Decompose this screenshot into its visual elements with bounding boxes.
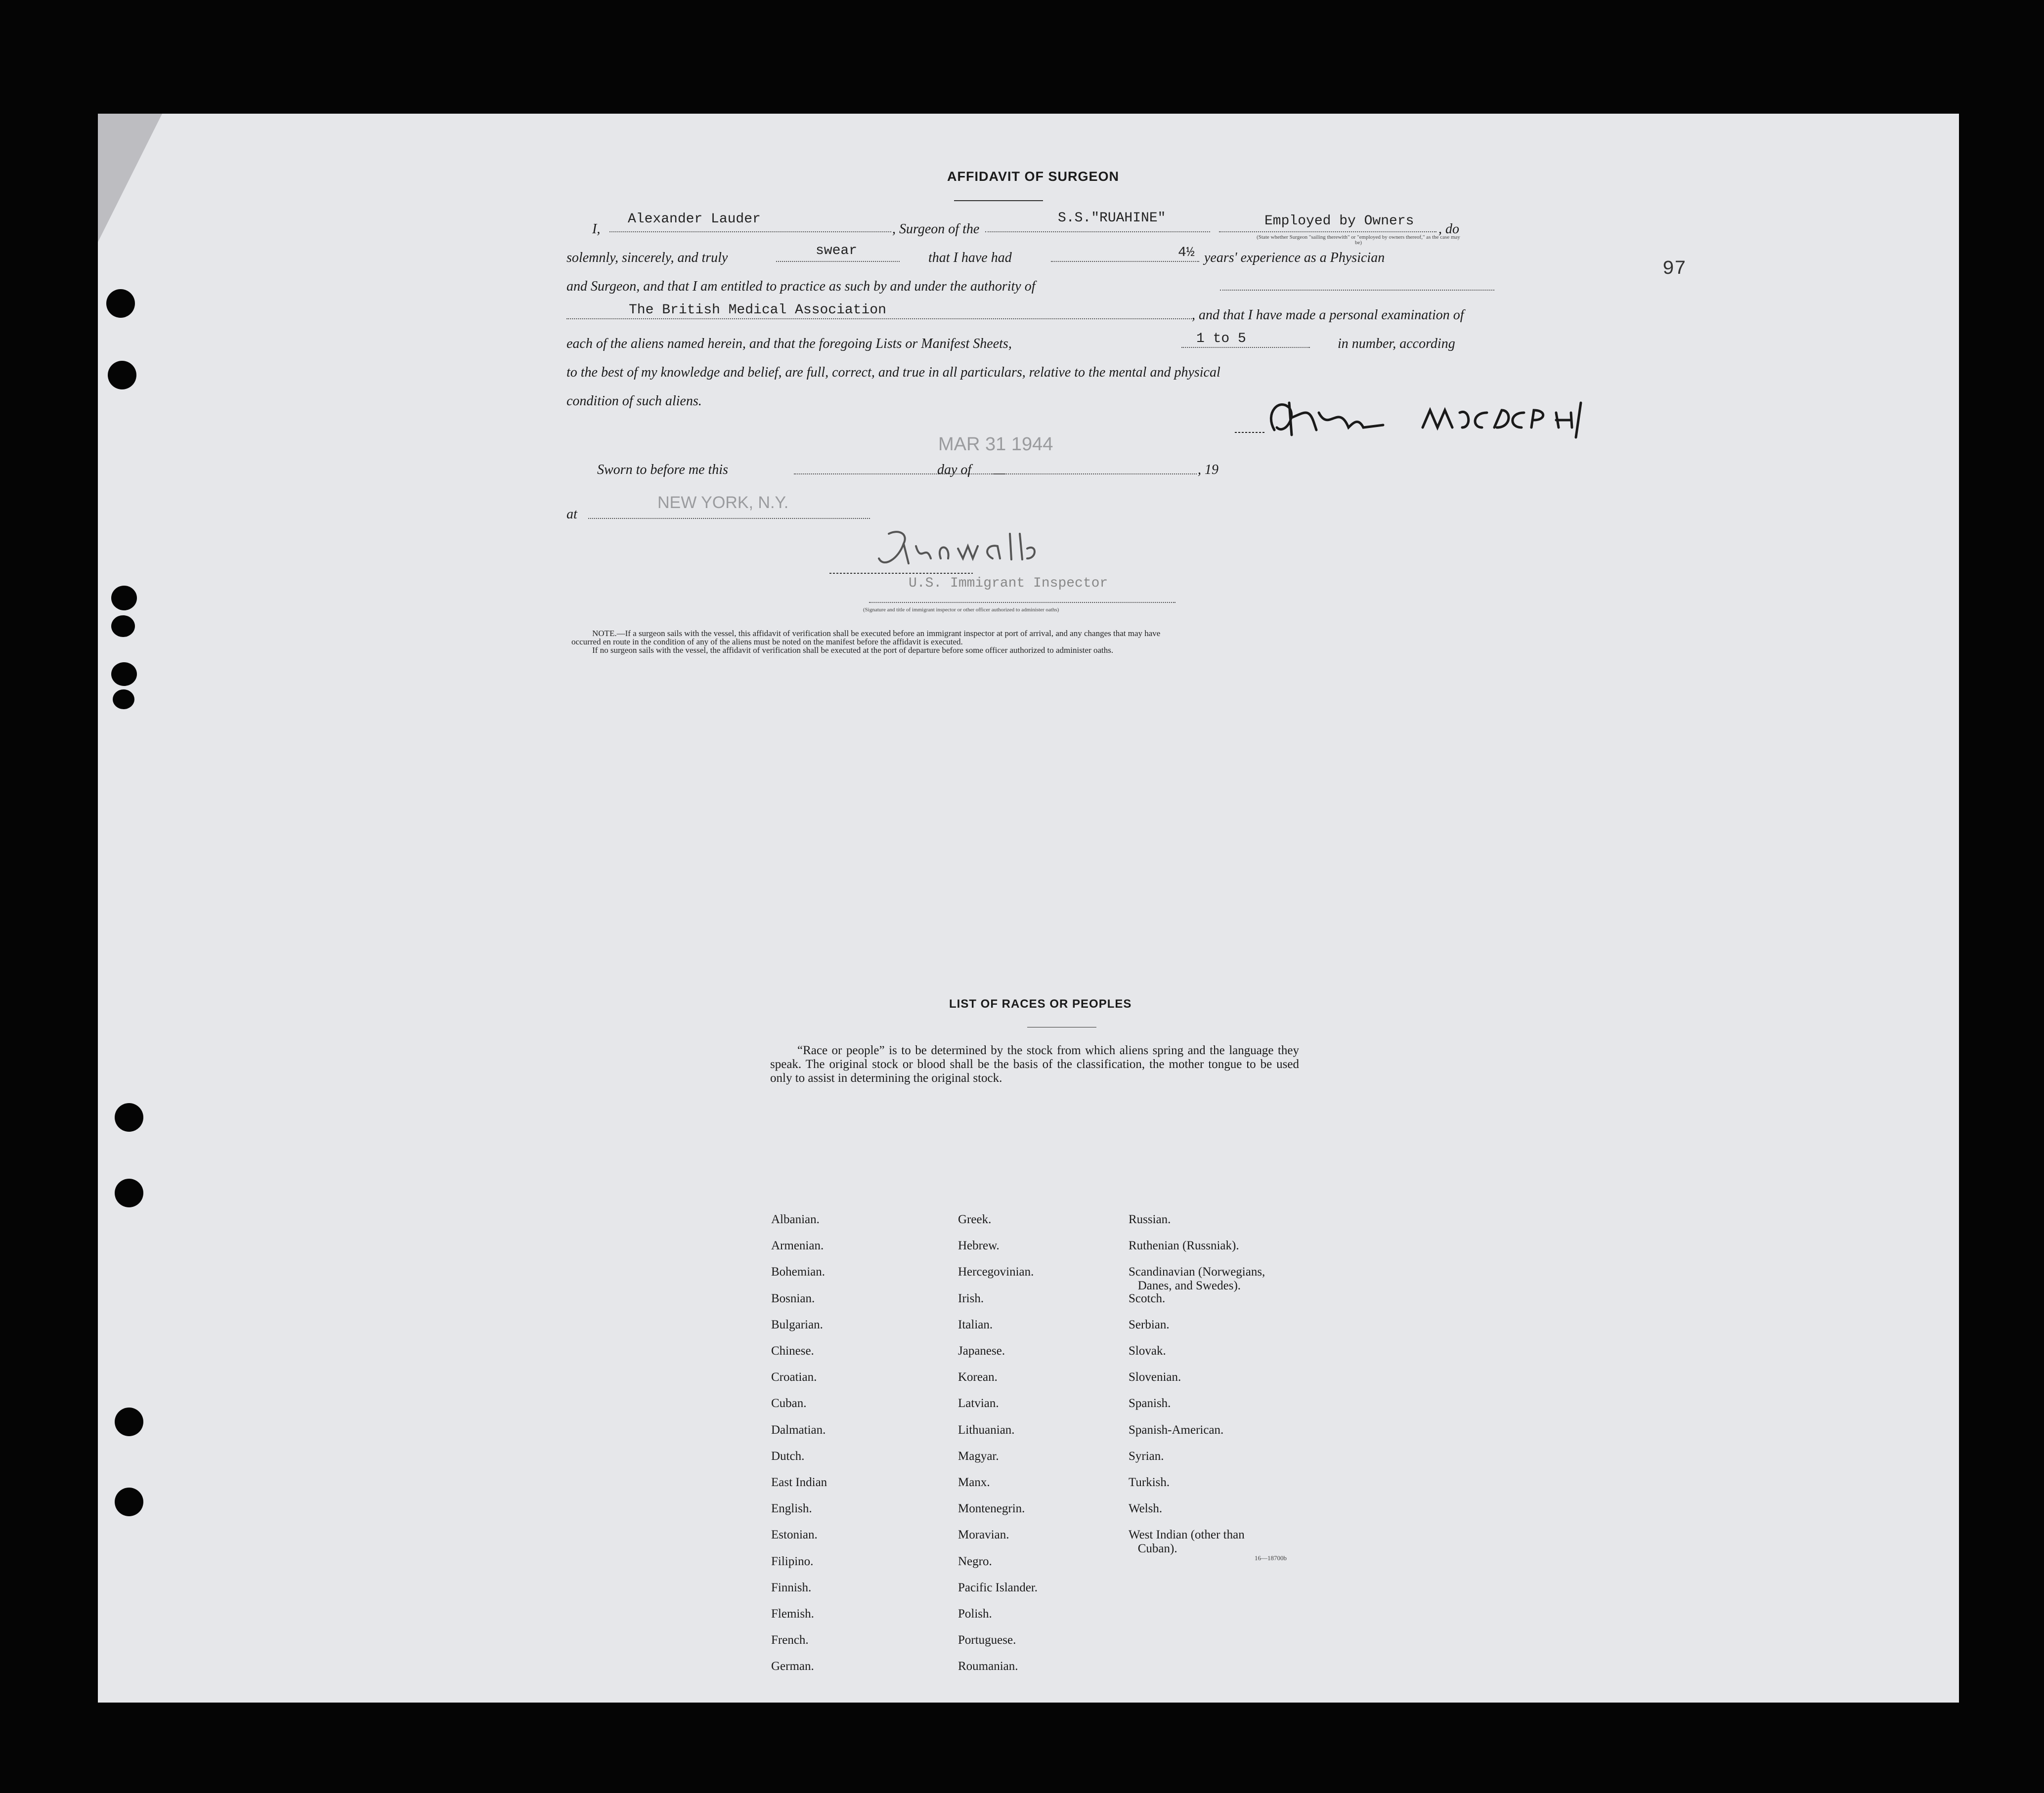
race-item: Portuguese. xyxy=(958,1633,1016,1647)
i-label: I, xyxy=(592,221,601,237)
race-item: Slovenian. xyxy=(1129,1370,1181,1384)
race-item: Syrian. xyxy=(1129,1449,1164,1463)
years-field xyxy=(1051,261,1199,262)
punch-hole xyxy=(115,1488,143,1516)
race-item: English. xyxy=(771,1502,812,1516)
inspector-field xyxy=(869,602,1175,603)
line4-end: , and that I have made a personal examination of xyxy=(1192,307,1464,323)
race-item: Armenian. xyxy=(771,1239,824,1253)
employment: Employed by Owners xyxy=(1264,213,1414,229)
surgeon-signature xyxy=(1235,393,1640,442)
sheets: 1 to 5 xyxy=(1196,331,1246,346)
line5-end: in number, according xyxy=(1338,336,1455,351)
year-prefix: , 19 xyxy=(1198,462,1218,477)
race-item: Korean. xyxy=(958,1370,998,1384)
punch-hole xyxy=(111,586,137,610)
race-item: Manx. xyxy=(958,1476,990,1489)
race-item: Roumanian. xyxy=(958,1660,1018,1673)
race-item: Latvian. xyxy=(958,1397,999,1410)
vessel-field xyxy=(985,231,1210,232)
race-item: Russian. xyxy=(1129,1213,1171,1226)
race-item: Hebrew. xyxy=(958,1239,1000,1253)
race-item: Cuban. xyxy=(771,1397,807,1410)
line2-start: solemnly, sincerely, and truly xyxy=(566,250,728,265)
line3: and Surgeon, and that I am entitled to practice as such by and under the authority of xyxy=(566,279,1036,294)
race-item: Bulgarian. xyxy=(771,1318,823,1331)
document-sheet xyxy=(98,114,1959,1703)
race-item: East Indian xyxy=(771,1476,827,1489)
inspector-caption: (Signature and title of immigrant inspector or other officer authorized to administer oaths) xyxy=(863,607,1059,613)
race-item: Bohemian. xyxy=(771,1265,826,1279)
place-stamp: NEW YORK, N.Y. xyxy=(657,493,789,512)
sworn-label: Sworn to before me this xyxy=(597,462,728,477)
authority-field-2 xyxy=(566,318,1192,319)
line2-end: years' experience as a Physician xyxy=(1204,250,1385,265)
race-item: Hercegovinian. xyxy=(958,1265,1034,1279)
inspector-title: U.S. Immigrant Inspector xyxy=(909,576,1108,591)
race-item: Chinese. xyxy=(771,1344,814,1358)
race-item: German. xyxy=(771,1660,814,1673)
punch-hole xyxy=(108,361,136,389)
race-item: Pacific Islander. xyxy=(958,1580,1038,1594)
at-label: at xyxy=(566,507,577,522)
race-item: West Indian (other than Cuban). xyxy=(1129,1528,1245,1556)
race-item: Croatian. xyxy=(771,1370,817,1384)
form-number: 16—18700b xyxy=(1255,1554,1287,1562)
affidavit-title: AFFIDAVIT OF SURGEON xyxy=(947,169,1119,184)
line6: to the best of my knowledge and belief, are full, correct, and true in all particulars, relative to the mental and physical xyxy=(566,365,1220,380)
years: 4½ xyxy=(1178,245,1195,260)
race-item: Serbian. xyxy=(1129,1318,1170,1331)
race-item: Lithuanian. xyxy=(958,1423,1015,1437)
place-field xyxy=(588,518,870,519)
race-item: Scotch. xyxy=(1129,1291,1166,1305)
sworn-date-stamp: MAR 31 1944 xyxy=(938,434,1053,455)
day-of-label: day of xyxy=(937,462,972,477)
line2-mid: that I have had xyxy=(928,250,1012,265)
sheets-field xyxy=(1181,347,1310,348)
authority: The British Medical Association xyxy=(629,302,886,318)
surgeon-name-field xyxy=(609,231,891,232)
punch-hole xyxy=(115,1408,143,1436)
surgeon-name: Alexander Lauder xyxy=(628,212,761,227)
race-item: Dalmatian. xyxy=(771,1423,826,1437)
race-item: Turkish. xyxy=(1129,1476,1170,1489)
employment-field xyxy=(1219,231,1436,232)
month-field xyxy=(992,473,1197,474)
race-item: Greek. xyxy=(958,1213,992,1226)
inspector-signature xyxy=(829,524,1126,578)
race-item: Polish. xyxy=(958,1607,992,1621)
races-title: LIST OF RACES OR PEOPLES xyxy=(949,997,1132,1011)
surgeon-of-label: , Surgeon of the xyxy=(892,221,980,237)
race-item: Filipino. xyxy=(771,1554,814,1568)
race-item: Albanian. xyxy=(771,1213,820,1226)
sworn-day-field xyxy=(794,473,1005,474)
race-item: Moravian. xyxy=(958,1528,1009,1542)
note-line-1: NOTE.—If a surgeon sails with the vessel, this affidavit of verification shall be executed before an immigrant inspector at port of arrival, and any changes that may have xyxy=(592,629,1161,638)
race-item: Spanish. xyxy=(1129,1397,1171,1410)
punch-hole xyxy=(106,289,135,318)
note-line-2: occurred en route in the condition of any of the aliens must be noted on the manifest before the affidavit is executed. xyxy=(571,637,963,646)
vessel-name: S.S."RUAHINE" xyxy=(1058,211,1166,226)
race-item: Japanese. xyxy=(958,1344,1005,1358)
race-item: Estonian. xyxy=(771,1528,818,1542)
note-line-3: If no surgeon sails with the vessel, the affidavit of verification shall be executed at the port of departure before some officer authorized to administer oaths. xyxy=(592,645,1114,655)
race-item: Spanish-American. xyxy=(1129,1423,1224,1437)
do-label: , do xyxy=(1438,221,1459,237)
race-item: Flemish. xyxy=(771,1607,814,1621)
race-item: Montenegrin. xyxy=(958,1502,1025,1516)
race-item: Ruthenian (Russniak). xyxy=(1129,1239,1239,1253)
race-item: Bosnian. xyxy=(771,1291,815,1305)
race-item: Negro. xyxy=(958,1554,992,1568)
punch-hole xyxy=(111,615,135,637)
race-item: Dutch. xyxy=(771,1449,805,1463)
title-underline xyxy=(954,200,1043,201)
race-item: French. xyxy=(771,1633,809,1647)
punch-hole xyxy=(111,662,137,686)
authority-field-1 xyxy=(1220,290,1494,291)
page-number: 97 xyxy=(1662,258,1687,280)
punch-hole xyxy=(115,1179,143,1207)
oath: swear xyxy=(816,243,858,258)
race-item: Scandinavian (Norwegians, Danes, and Swedes). xyxy=(1129,1265,1265,1293)
punch-hole xyxy=(115,1103,143,1132)
race-item: Slovak. xyxy=(1129,1344,1166,1358)
race-item: Finnish. xyxy=(771,1580,812,1594)
state-note: (State whether Surgeon "sailing therewith" or "employed by owners thereof," as the case may be) xyxy=(1257,234,1460,246)
punch-hole xyxy=(113,689,134,709)
race-item: Irish. xyxy=(958,1291,984,1305)
oath-field xyxy=(776,261,900,262)
race-item: Welsh. xyxy=(1129,1502,1163,1516)
races-intro: “Race or people” is to be determined by the stock from which aliens spring and the language they speak. The original stock or blood shall be the basis of the classification, the mother tongue to be used only to assist in determining the original stock. xyxy=(770,1044,1299,1085)
race-item: Italian. xyxy=(958,1318,993,1331)
line5-start: each of the aliens named herein, and that the foregoing Lists or Manifest Sheets, xyxy=(566,336,1012,351)
line7: condition of such aliens. xyxy=(566,393,702,409)
folded-corner xyxy=(98,114,162,242)
race-item: Magyar. xyxy=(958,1449,999,1463)
